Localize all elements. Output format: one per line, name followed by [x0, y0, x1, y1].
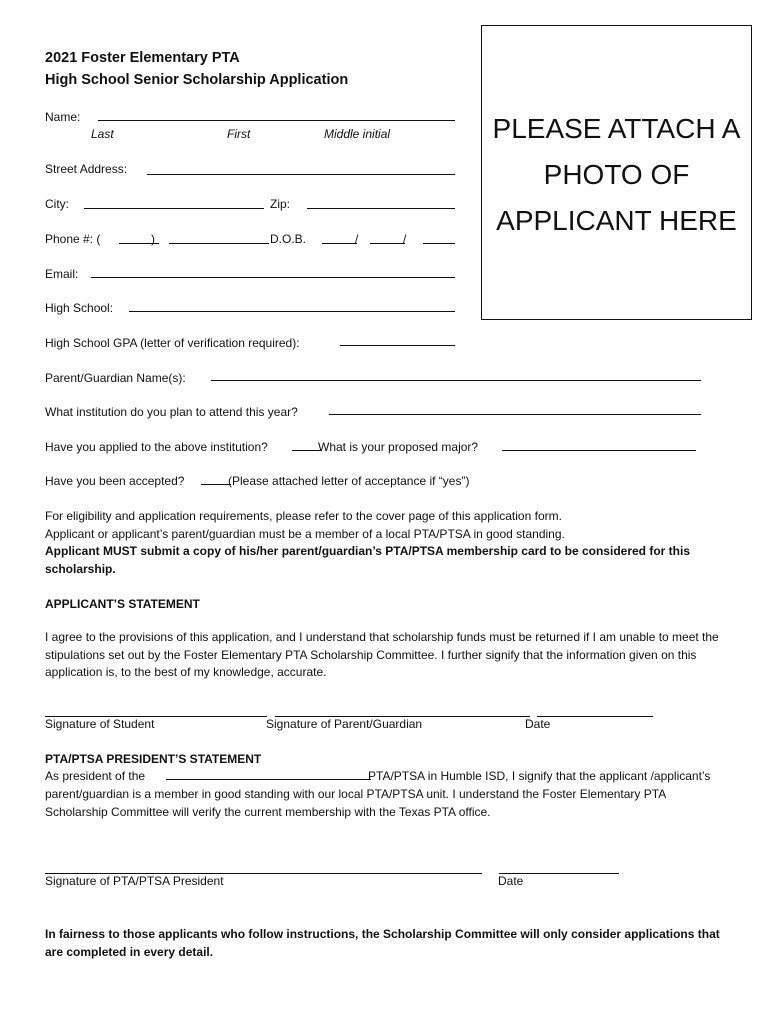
high-school-field[interactable] [129, 311, 455, 312]
dob-slash-1: / [355, 232, 359, 246]
president-date-label: Date [498, 874, 524, 888]
dob-slash-2: / [403, 232, 407, 246]
president-statement-heading: PTA/PTSA PRESIDENT’S STATEMENT [45, 752, 262, 766]
major-label: What is your proposed major? [318, 440, 479, 454]
pta-unit-field[interactable] [166, 779, 371, 780]
photo-instruction: PLEASE ATTACH A PHOTO OF APPLICANT HERE [492, 113, 741, 236]
president-statement-line-2: parent/guardian is a member in good standing with our local PTA/PTSA unit. I understand the Foster Elementary PTA [45, 787, 667, 801]
last-name-caption: Last [91, 127, 114, 141]
street-label: Street Address: [45, 162, 128, 176]
name-field[interactable] [98, 120, 455, 121]
president-statement-line-1: PTA/PTSA in Humble ISD, I signify that the applicant /applicant’s [368, 769, 711, 783]
accepted-field[interactable] [201, 484, 231, 485]
street-field[interactable] [147, 174, 455, 175]
title-line-2: High School Senior Scholarship Application [45, 72, 349, 88]
zip-label: Zip: [270, 197, 291, 211]
parent-label: Parent/Guardian Name(s): [45, 371, 186, 385]
applied-label: Have you applied to the above institution? [45, 440, 268, 454]
as-president-label: As president of the [45, 769, 146, 783]
city-label: City: [45, 197, 69, 211]
gpa-field[interactable] [340, 345, 455, 346]
accepted-note: (Please attached letter of acceptance if “yes”) [228, 474, 470, 488]
gpa-label: High School GPA (letter of verification required): [45, 336, 300, 350]
applicant-date-label: Date [525, 717, 551, 731]
student-signature-label: Signature of Student [45, 717, 155, 731]
parent-signature-label: Signature of Parent/Guardian [266, 717, 423, 731]
president-signature-label: Signature of PTA/PTSA President [45, 874, 224, 888]
dob-year-field[interactable] [423, 243, 455, 244]
applicant-statement-heading: APPLICANT’S STATEMENT [45, 597, 200, 611]
first-name-caption: First [227, 127, 251, 141]
dob-month-field[interactable] [322, 243, 357, 244]
major-field[interactable] [502, 450, 696, 451]
photo-placeholder-box [481, 25, 752, 320]
applicant-date-field[interactable] [537, 716, 653, 717]
zip-field[interactable] [307, 208, 455, 209]
phone-close-paren: ) [151, 232, 155, 246]
phone-label: Phone #: ( [45, 232, 101, 246]
middle-initial-caption: Middle initial [324, 127, 391, 141]
institution-label: What institution do you plan to attend this year? [45, 405, 298, 419]
applicant-statement-body: I agree to the provisions of this application, and I understand that scholarship funds must be returned if I am unable to meet the stipulations set out by the Foster Elementary PTA Scholarship Committee. I further signify that the information given on this application is, to the best of my knowledge, accurate. [45, 630, 719, 679]
eligibility-requirement: Applicant MUST submit a copy of his/her parent/guardian’s PTA/PTSA membership card to be considered for this scholarship. [45, 544, 690, 576]
footer-note: In fairness to those applicants who follow instructions, the Scholarship Committee will only consider applications that are completed in every detail. [45, 927, 720, 959]
email-field[interactable] [91, 277, 455, 278]
eligibility-line-2: Applicant or applicant’s parent/guardian must be a member of a local PTA/PTSA in good standing. [45, 527, 565, 541]
title-line-1: 2021 Foster Elementary PTA [45, 50, 240, 66]
accepted-label: Have you been accepted? [45, 474, 185, 488]
eligibility-line-1: For eligibility and application requirements, please refer to the cover page of this application form. [45, 509, 562, 523]
city-field[interactable] [84, 208, 264, 209]
email-label: Email: [45, 267, 79, 281]
phone-number-field[interactable] [169, 243, 269, 244]
dob-label: D.O.B. [270, 232, 307, 246]
president-statement-line-3: Scholarship Committee will verify the current membership with the Texas PTA office. [45, 805, 491, 819]
institution-field[interactable] [329, 414, 701, 415]
name-label: Name: [45, 110, 81, 124]
parent-field[interactable] [211, 380, 701, 381]
dob-day-field[interactable] [370, 243, 405, 244]
high-school-label: High School: [45, 301, 114, 315]
